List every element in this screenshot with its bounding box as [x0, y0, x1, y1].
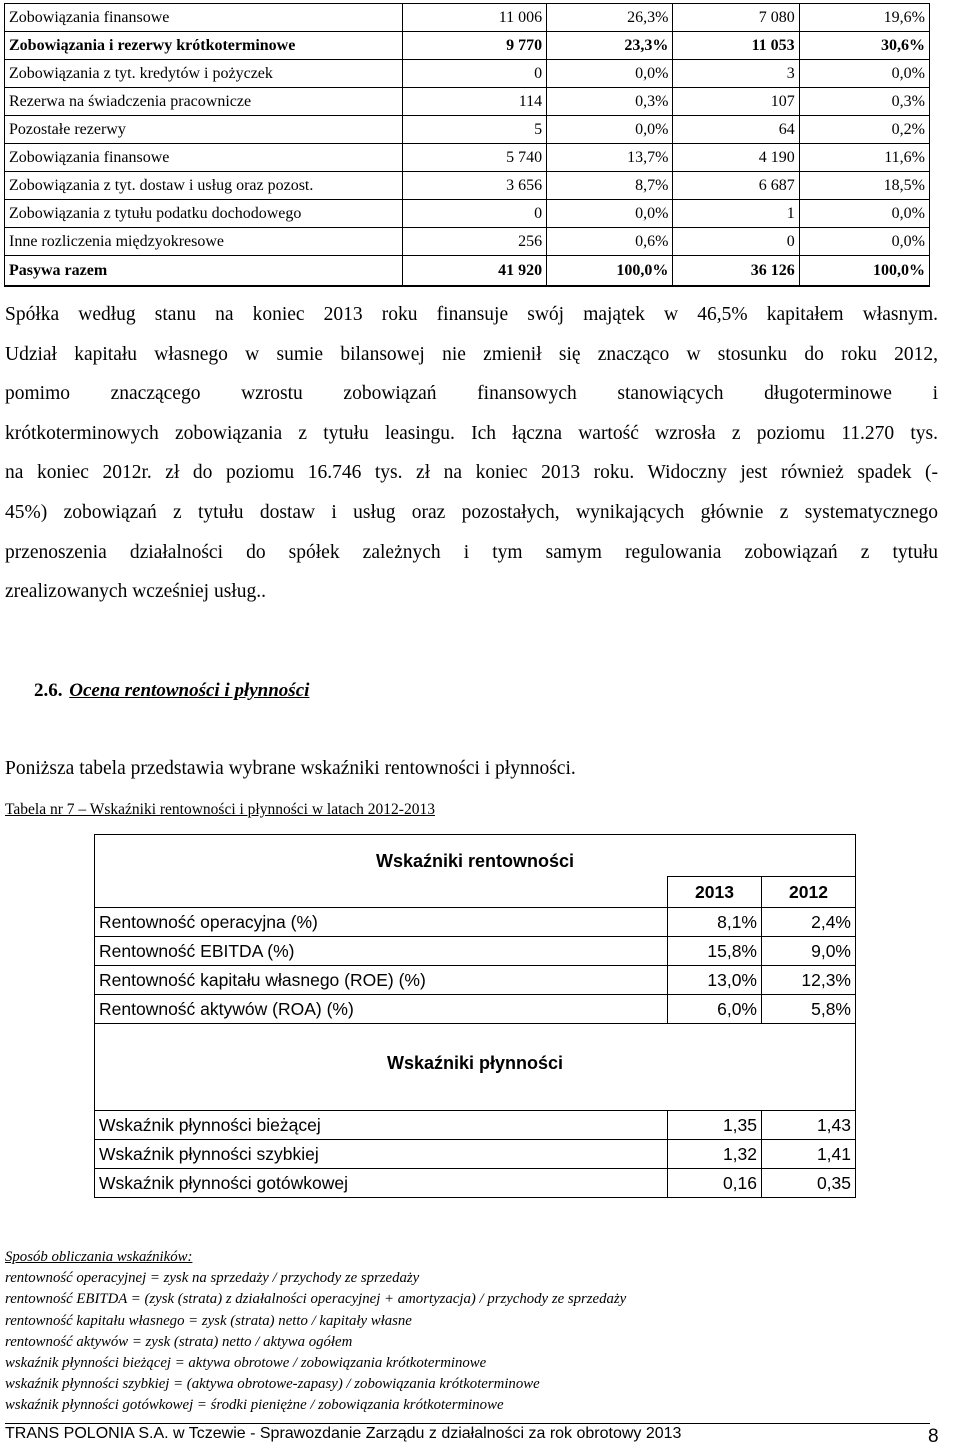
ratio-2013: 8,1%	[668, 908, 762, 937]
share-2012: 0,0%	[799, 60, 929, 88]
spacer	[95, 1082, 856, 1111]
row-label: Zobowiązania z tyt. kredytów i pożyczek	[5, 60, 403, 88]
table-caption: Tabela nr 7 – Wskaźniki rentowności i płynności w latach 2012-2013	[5, 801, 435, 818]
value-2012: 0	[673, 228, 799, 256]
paragraph-line: Spółka według stanu na koniec 2013 roku finansuje swój majątek w 46,5% kapitałem własnym.	[5, 304, 938, 325]
method-line: wskaźnik płynności bieżącej = aktywa obrotowe / zobowiązania krótkoterminowe	[5, 1355, 487, 1372]
profitability-title-row	[95, 835, 856, 877]
value-2012: 3	[673, 60, 799, 88]
table-row	[5, 172, 930, 200]
ratio-label: Wskaźnik płynności bieżącej	[95, 1111, 668, 1140]
value-2013: 41 920	[402, 256, 546, 287]
share-2012: 0,0%	[799, 228, 929, 256]
value-2012: 1	[673, 200, 799, 228]
table-row	[95, 966, 856, 995]
ratio-2012: 9,0%	[762, 937, 856, 966]
value-2012: 4 190	[673, 144, 799, 172]
share-2013: 0,0%	[547, 60, 673, 88]
ratio-2012: 1,41	[762, 1140, 856, 1169]
paragraph-line: 45%) zobowiązań z tytułu dostaw i usług oraz pozostałych, wynikających głównie z systematycznego	[5, 501, 938, 523]
table-row	[95, 1169, 856, 1198]
value-2013: 5	[402, 116, 546, 144]
year-2013-header: 2013	[668, 877, 762, 908]
table-row	[5, 32, 930, 60]
share-2013: 0,0%	[547, 116, 673, 144]
balance-sheet-table	[4, 3, 930, 287]
row-label: Pasywa razem	[5, 256, 403, 287]
paragraph-line: pomimo znaczącego wzrostu zobowiązań finansowych stanowiących długoterminowe i	[5, 383, 938, 405]
share-2012: 100,0%	[799, 256, 929, 287]
table-row	[5, 144, 930, 172]
paragraph-line: przenoszenia działalności do spółek zależnych i tym samym regulowania zobowiązań z tytułu	[5, 541, 938, 563]
ratio-2013: 13,0%	[668, 966, 762, 995]
share-2013: 13,7%	[547, 144, 673, 172]
paragraph-line: Udział kapitału własnego w sumie bilansowej nie zmienił się znacząco w stosunku do roku 2012,	[5, 343, 938, 365]
value-2013: 11 006	[402, 4, 546, 32]
ratio-label: Wskaźnik płynności gotówkowej	[95, 1169, 668, 1198]
share-2012: 19,6%	[799, 4, 929, 32]
value-2012: 107	[673, 88, 799, 116]
value-2013: 256	[402, 228, 546, 256]
share-2013: 8,7%	[547, 172, 673, 200]
ratio-label: Rentowność aktywów (ROA) (%)	[95, 995, 668, 1024]
value-2012: 7 080	[673, 4, 799, 32]
table-row	[5, 200, 930, 228]
table-row-total	[5, 256, 930, 287]
method-line: rentowność kapitału własnego = zysk (strata) netto / kapitały własne	[5, 1312, 412, 1329]
share-2012: 11,6%	[799, 144, 929, 172]
value-2013: 9 770	[402, 32, 546, 60]
ratio-2012: 2,4%	[762, 908, 856, 937]
value-2013: 0	[402, 60, 546, 88]
row-label: Zobowiązania finansowe	[5, 144, 403, 172]
spacer-row	[95, 1082, 856, 1111]
table-row	[5, 116, 930, 144]
balance-sheet-body	[5, 4, 930, 287]
value-2013: 5 740	[402, 144, 546, 172]
share-2013: 26,3%	[547, 4, 673, 32]
liquidity-title: Wskaźniki płynności	[95, 1024, 856, 1083]
analysis-paragraph	[5, 295, 938, 612]
ratio-2013: 1,32	[668, 1140, 762, 1169]
paragraph-line: na koniec 2012r. zł do poziomu 16.746 tys. zł na koniec 2013 roku. Widoczny jest również spadek (-	[5, 462, 938, 484]
row-label: Zobowiązania i rezerwy krótkoterminowe	[5, 32, 403, 60]
share-2013: 100,0%	[547, 256, 673, 287]
table-row	[5, 4, 930, 32]
page-number: 8	[928, 1426, 939, 1447]
share-2012: 0,2%	[799, 116, 929, 144]
row-label: Pozostałe rezerwy	[5, 116, 403, 144]
method-line: rentowność aktywów = zysk (strata) netto / aktywa ogółem	[5, 1333, 353, 1350]
row-label: Rezerwa na świadczenia pracownicze	[5, 88, 403, 116]
row-label: Zobowiązania z tytułu podatku dochodowego	[5, 200, 403, 228]
ratio-label: Rentowność kapitału własnego (ROE) (%)	[95, 966, 668, 995]
section-heading	[34, 680, 309, 702]
intro-text: Poniższa tabela przedstawia wybrane wskaźniki rentowności i płynności.	[5, 758, 576, 779]
year-header-row	[95, 877, 856, 908]
ratio-2013: 0,16	[668, 1169, 762, 1198]
method-line: wskaźnik płynności szybkiej = (aktywa obrotowe-zapasy) / zobowiązania krótkoterminowe	[5, 1376, 540, 1393]
ratio-2012: 0,35	[762, 1169, 856, 1198]
method-title: Sposób obliczania wskaźników:	[5, 1249, 193, 1265]
section-number: 2.6.	[34, 680, 63, 701]
share-2013: 0,3%	[547, 88, 673, 116]
calculation-method	[5, 1247, 626, 1417]
table-row	[5, 88, 930, 116]
row-label: Zobowiązania z tyt. dostaw i usług oraz pozost.	[5, 172, 403, 200]
ratio-2013: 6,0%	[668, 995, 762, 1024]
year-2012-header: 2012	[762, 877, 856, 908]
table-row	[95, 1111, 856, 1140]
ratio-label: Rentowność EBITDA (%)	[95, 937, 668, 966]
ratio-2012: 12,3%	[762, 966, 856, 995]
table-row	[5, 228, 930, 256]
value-2013: 0	[402, 200, 546, 228]
method-line: rentowność EBITDA = (zysk (strata) z działalności operacyjnej + amortyzacja) / przychody ze sprzedaży	[5, 1291, 627, 1308]
value-2012: 11 053	[673, 32, 799, 60]
share-2012: 0,3%	[799, 88, 929, 116]
value-2013: 114	[402, 88, 546, 116]
ratios-table	[94, 834, 856, 1198]
method-line: rentowność operacyjnej = zysk na sprzedaży / przychody ze sprzedaży	[5, 1270, 420, 1287]
ratios-body	[95, 835, 856, 1198]
value-2012: 6 687	[673, 172, 799, 200]
table-row	[5, 60, 930, 88]
ratio-label: Rentowność operacyjna (%)	[95, 908, 668, 937]
share-2012: 18,5%	[799, 172, 929, 200]
ratio-label: Wskaźnik płynności szybkiej	[95, 1140, 668, 1169]
table-row	[95, 995, 856, 1024]
section-title: Ocena rentowności i płynności	[69, 680, 310, 701]
share-2013: 0,0%	[547, 200, 673, 228]
paragraph-line: krótkoterminowych zobowiązania z tytułu leasingu. Ich łączna wartość wzrosła z poziomu 11.270 tys.	[5, 422, 938, 444]
value-2012: 36 126	[673, 256, 799, 287]
liquidity-title-row	[95, 1024, 856, 1083]
footer-text: TRANS POLONIA S.A. w Tczewie - Sprawozdanie Zarządu z działalności za rok obrotowy 2013	[5, 1425, 682, 1442]
paragraph-line: zrealizowanych wcześniej usług..	[5, 581, 266, 603]
row-label: Zobowiązania finansowe	[5, 4, 403, 32]
profitability-title: Wskaźniki rentowności	[95, 835, 856, 877]
ratio-2013: 1,35	[668, 1111, 762, 1140]
row-label: Inne rozliczenia międzyokresowe	[5, 228, 403, 256]
table-row	[95, 908, 856, 937]
share-2013: 23,3%	[547, 32, 673, 60]
table-row	[95, 937, 856, 966]
footer-divider	[5, 1423, 930, 1424]
ratio-2013: 15,8%	[668, 937, 762, 966]
header-blank	[95, 877, 668, 908]
table-row	[95, 1140, 856, 1169]
value-2013: 3 656	[402, 172, 546, 200]
ratio-2012: 5,8%	[762, 995, 856, 1024]
value-2012: 64	[673, 116, 799, 144]
method-line: wskaźnik płynności gotówkowej = środki pieniężne / zobowiązania krótkoterminowe	[5, 1397, 504, 1414]
ratio-2012: 1,43	[762, 1111, 856, 1140]
share-2012: 30,6%	[799, 32, 929, 60]
share-2013: 0,6%	[547, 228, 673, 256]
share-2012: 0,0%	[799, 200, 929, 228]
